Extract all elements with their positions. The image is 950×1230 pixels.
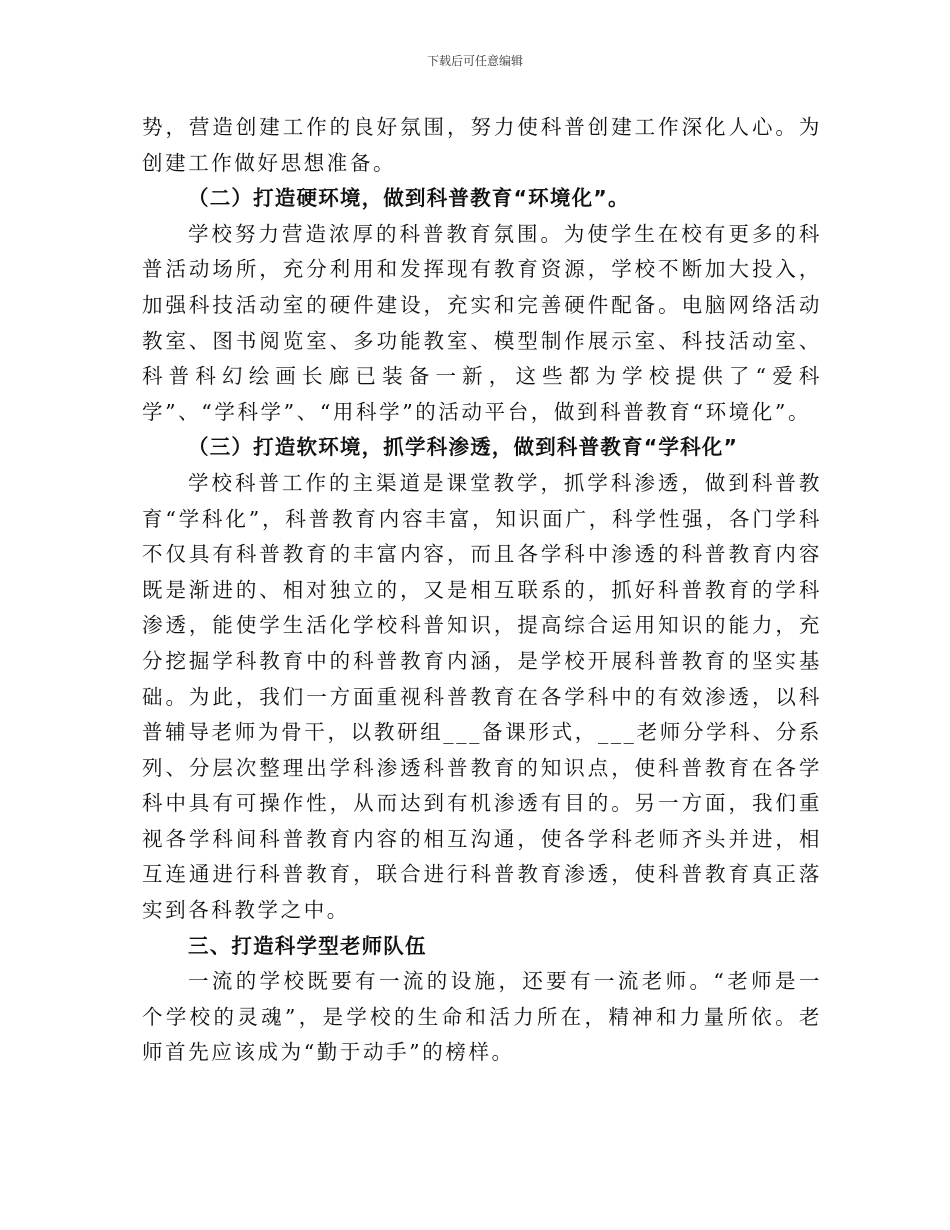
paragraph-continuation: 势，营造创建工作的良好氛围，努力使科普创建工作深化人心。为创建工作做好思想准备。 — [142, 115, 822, 175]
paragraph-hard-environment: 学校努力营造浓厚的科普教育氛围。为使学生在校有更多的科普活动场所，充分利用和发挥现有教育资源，学校不断加大投入，加强科技活动室的硬件建设，充实和完善硬件配备。电脑网络活动教室、图书阅览室、多功能教室、模型制作展示室、科技活动室、科普科幻绘画长廊已装备一新，这些都为学校提供了“爱科学”、“学科学”、“用科学”的活动平台，做到科普教育“环境化”。 — [142, 221, 822, 424]
section-heading-3: （三）打造软环境，抓学科渗透，做到科普教育“学科化” — [188, 435, 739, 460]
section-heading-2: （二）打造硬环境，做到科普教育“环境化”。 — [188, 186, 630, 211]
paragraph-soft-environment: 学校科普工作的主渠道是课堂教学，抓学科渗透，做到科普教育“学科化”，科普教育内容丰富，知识面广，科学性强，各门学科不仅具有科普教育的丰富内容，而且各学科中渗透的科普教育内容既是渐进的、相对独立的，又是相互联系的，抓好科普教育的学科渗透，能使学生活化学校科普知识，提高综合运用知识的能力，充分挖掘学科教育中的科普教育内涵，是学校开展科普教育的坚实基础。为此，我们一方面重视科普教育在各学科中的有效渗透，以科普辅导老师为骨干，以教研组___备课形式，___老师分学科、分系列、分层次整理出学科渗透科普教育的知识点，使科普教育在各学科中具有可操作性，从而达到有机渗透有目的。另一方面，我们重视各学科间科普教育内容的相互沟通，使各学科老师齐头并进，相互连通进行科普教育，联合进行科普教育渗透，使科普教育真正落实到各科教学之中。 — [142, 470, 822, 923]
document-body — [142, 110, 822, 1071]
paragraph-teachers: 一流的学校既要有一流的设施，还要有一流老师。“老师是一个学校的灵魂”，是学校的生命和活力所在，精神和力量所依。老师首先应该成为“勤于动手”的榜样。 — [142, 969, 822, 1065]
page-header: 下载后可任意编辑 — [426, 54, 523, 68]
section-heading-teachers: 三、打造科学型老师队伍 — [188, 933, 427, 958]
